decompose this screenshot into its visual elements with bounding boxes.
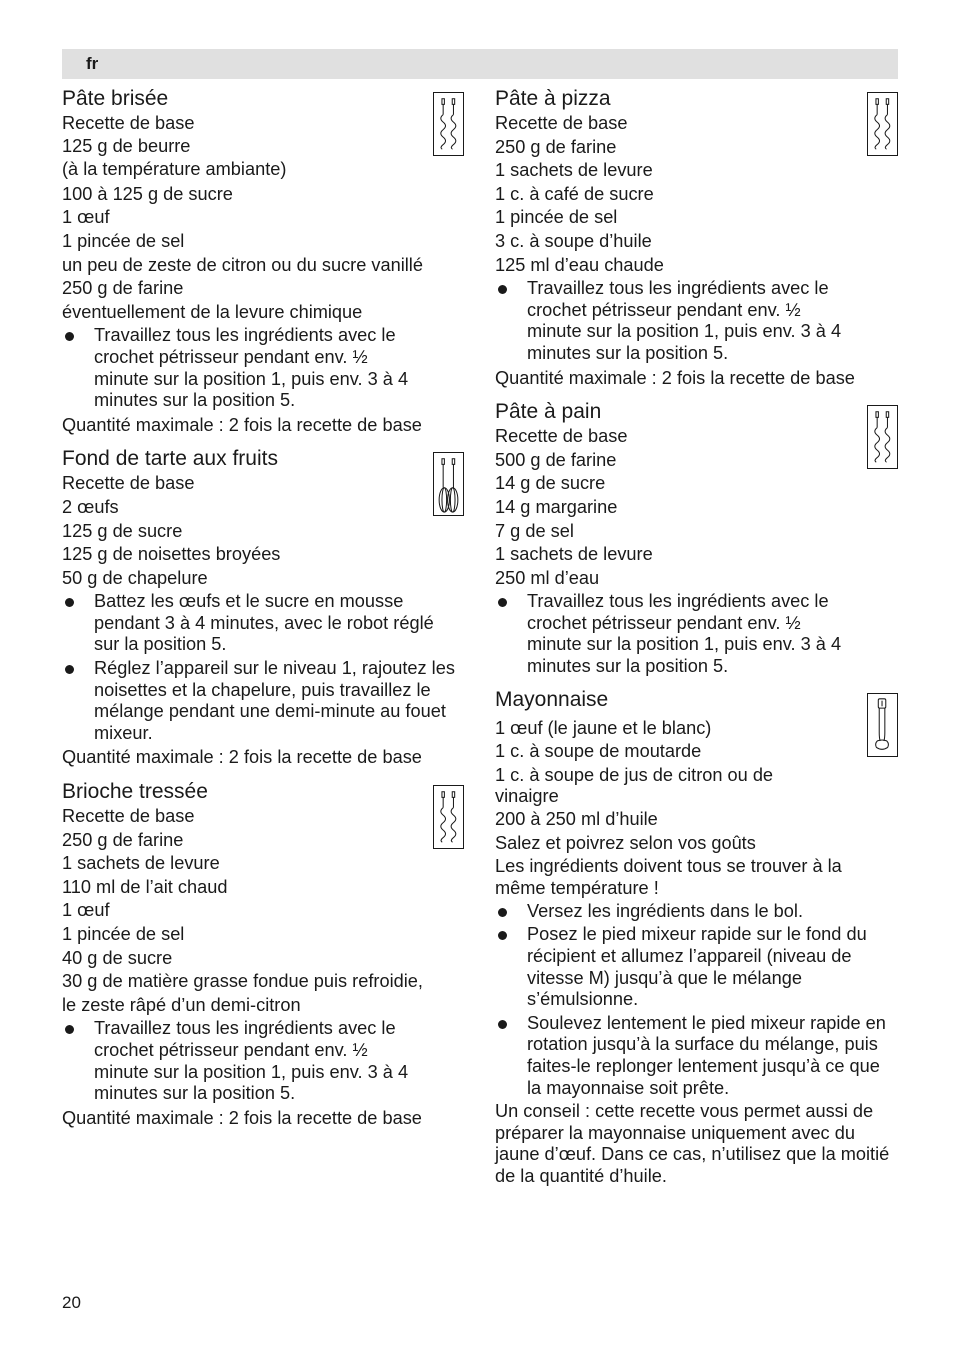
ingredient-line: 1 sachets de levure: [62, 853, 220, 874]
instruction-item: Battez les œufs et le sucre en mousse pendant 3 à 4 minutes, avec le robot réglé sur la position 5.: [62, 591, 464, 656]
instruction-item: Travaillez tous les ingrédients avec le crochet pétrisseur pendant env. ½ minute sur la position 1, puis env. 3 à 4 minutes sur la position 5.: [62, 325, 464, 411]
ingredient-line: 250 g de farine: [62, 278, 184, 299]
ingredient-line: éventuellement de la levure chimique: [62, 301, 363, 322]
ingredient-line: 250 g de farine: [495, 136, 617, 157]
recipe-fond-de-tarte: [62, 446, 464, 770]
instruction-list: [62, 1018, 464, 1104]
tip-text: cette recette vous permet aussi de préparer la mayonnaise uniquement avec du jaune d’œuf. Dans ce cas, n’utilisez que la moitié de la quantité d’huile.: [495, 1101, 890, 1186]
ingredient-line: 1 c. à café de sucre: [495, 183, 654, 204]
ingredient-line: 1 œuf (le jaune et le blanc): [495, 717, 712, 738]
recipe-pate-a-pain: [495, 399, 898, 678]
language-code: fr: [86, 54, 99, 73]
kneading-hooks-icon: [433, 92, 464, 156]
language-header-bar: [62, 49, 898, 79]
ingredient-line: le zeste râpé d’un demi-citron: [62, 994, 301, 1015]
ingredient-line: 1 pincée de sel: [62, 230, 185, 251]
instruction-item: Posez le pied mixeur rapide sur le fond du récipient et allumez l’appareil (niveau de vitesse M) jusqu’à que le mélange s’émulsionne.: [495, 924, 898, 1010]
recipe-title: Brioche tressée: [62, 780, 208, 804]
recipe-pate-brisee: [62, 86, 464, 437]
ingredient-line: Les ingrédients doivent tous se trouver à la même température !: [495, 856, 842, 898]
instruction-item: Réglez l’appareil sur le niveau 1, rajoutez les noisettes et la chapelure, puis travaillez le mélange pendant une demi-minute au fouet mixeur.: [62, 658, 464, 744]
ingredient-line: 14 g de sucre: [495, 473, 606, 494]
recipe-title: Pâte brisée: [62, 87, 169, 110]
ingredient-line: 125 g de beurre: [62, 135, 191, 156]
recipe-subtitle: Recette de base: [62, 473, 195, 494]
instruction-item: Travaillez tous les ingrédients avec le crochet pétrisseur pendant env. ½ minute sur la position 1, puis env. 3 à 4 minutes sur la position 5.: [495, 591, 898, 677]
recipe-title: Pâte à pizza: [495, 87, 611, 110]
ingredient-line: 1 c. à soupe de jus de citron ou de vinaigre: [495, 764, 774, 807]
ingredient-line: 1 sachets de levure: [495, 544, 653, 565]
ingredient-line: Salez et poivrez selon vos goûts: [495, 832, 756, 853]
max-quantity: [62, 1107, 464, 1131]
ingredient-line: 1 pincée de sel: [495, 207, 618, 228]
ingredient-line: un peu de zeste de citron ou du sucre vanillé: [62, 254, 423, 275]
instruction-list: [62, 325, 464, 411]
recipe-subtitle: Recette de base: [495, 426, 628, 447]
ingredient-line: 500 g de farine: [495, 449, 617, 470]
max-quantity-value: 2 fois la recette de base: [661, 367, 855, 388]
instruction-list: [495, 901, 898, 1099]
ingredient-line: 7 g de sel: [495, 520, 574, 541]
kneading-hooks-icon: [867, 92, 898, 156]
ingredient-line: 1 œuf: [62, 207, 110, 228]
ingredient-line: 1 œuf: [62, 900, 110, 921]
max-quantity-value: 2 fois la recette de base: [228, 414, 422, 435]
max-quantity-label: Quantité maximale :: [495, 367, 657, 388]
ingredient-line: 125 ml d’eau chaude: [495, 254, 664, 275]
left-column: [62, 86, 464, 1139]
instruction-item: Versez les ingrédients dans le bol.: [495, 901, 898, 923]
ingredient-line: 250 g de farine: [62, 829, 184, 850]
recipe-brioche-tressee: [62, 779, 464, 1130]
recipe-pate-a-pizza: [495, 86, 898, 390]
instruction-list: [62, 591, 464, 744]
ingredient-line: 125 g de noisettes broyées: [62, 544, 281, 565]
ingredient-line: 100 à 125 g de sucre: [62, 183, 233, 204]
kneading-hooks-icon: [433, 785, 464, 849]
instruction-list: [495, 591, 898, 677]
whisks-icon: [433, 452, 464, 516]
ingredient-line: 30 g de matière grasse fondue puis refroidie,: [62, 971, 423, 992]
recipe-subtitle: Recette de base: [62, 113, 195, 133]
ingredient-line: 125 g de sucre: [62, 520, 183, 541]
page-number: 20: [62, 1293, 81, 1312]
recipe-subtitle: Recette de base: [495, 113, 628, 133]
ingredient-line: 3 c. à soupe d’huile: [495, 230, 652, 251]
instruction-list: [495, 278, 898, 364]
ingredient-line: 200 à 250 ml d’huile: [495, 809, 658, 830]
blender-foot-icon: [867, 693, 898, 757]
ingredient-line: 110 ml de l’ait chaud: [62, 876, 228, 897]
tip-label: Un conseil :: [495, 1101, 591, 1122]
recipe-mayonnaise: [495, 687, 898, 1188]
max-quantity-value: 2 fois la recette de base: [228, 1107, 422, 1128]
max-quantity: [62, 414, 464, 438]
recipe-subtitle: Recette de base: [62, 806, 195, 827]
instruction-item: Travaillez tous les ingrédients avec le crochet pétrisseur pendant env. ½ minute sur la position 1, puis env. 3 à 4 minutes sur la position 5.: [495, 278, 898, 364]
max-quantity: [62, 746, 464, 770]
ingredient-line: 2 œufs: [62, 496, 119, 517]
recipe-title: Mayonnaise: [495, 687, 609, 711]
ingredient-line: 1 c. à soupe de moutarde: [495, 741, 702, 762]
max-quantity: [495, 367, 898, 391]
max-quantity-label: Quantité maximale :: [62, 747, 224, 768]
ingredient-line: (à la température ambiante): [62, 159, 287, 180]
ingredient-line: 40 g de sucre: [62, 947, 173, 968]
recipe-title: Fond de tarte aux fruits: [62, 447, 278, 471]
instruction-item: Soulevez lentement le pied mixeur rapide en rotation jusqu’à la surface du mélange, puis faites-le replonger lentement jusqu’à ce que la mayonnaise soit prête.: [495, 1013, 898, 1099]
recipe-title: Pâte à pain: [495, 400, 602, 424]
tip-paragraph: [495, 1101, 898, 1187]
max-quantity-label: Quantité maximale :: [62, 414, 224, 435]
ingredient-line: 50 g de chapelure: [62, 567, 208, 588]
ingredient-line: 250 ml d’eau: [495, 567, 600, 588]
ingredient-line: 1 pincée de sel: [62, 924, 185, 944]
right-column: [495, 86, 898, 1197]
max-quantity-value: 2 fois la recette de base: [228, 747, 422, 768]
max-quantity-label: Quantité maximale :: [62, 1107, 224, 1128]
instruction-item: Travaillez tous les ingrédients avec le crochet pétrisseur pendant env. ½ minute sur la position 1, puis env. 3 à 4 minutes sur la position 5.: [62, 1018, 464, 1104]
ingredient-line: 14 g margarine: [495, 496, 618, 517]
kneading-hooks-icon: [867, 405, 898, 469]
ingredient-line: 1 sachets de levure: [495, 160, 653, 181]
